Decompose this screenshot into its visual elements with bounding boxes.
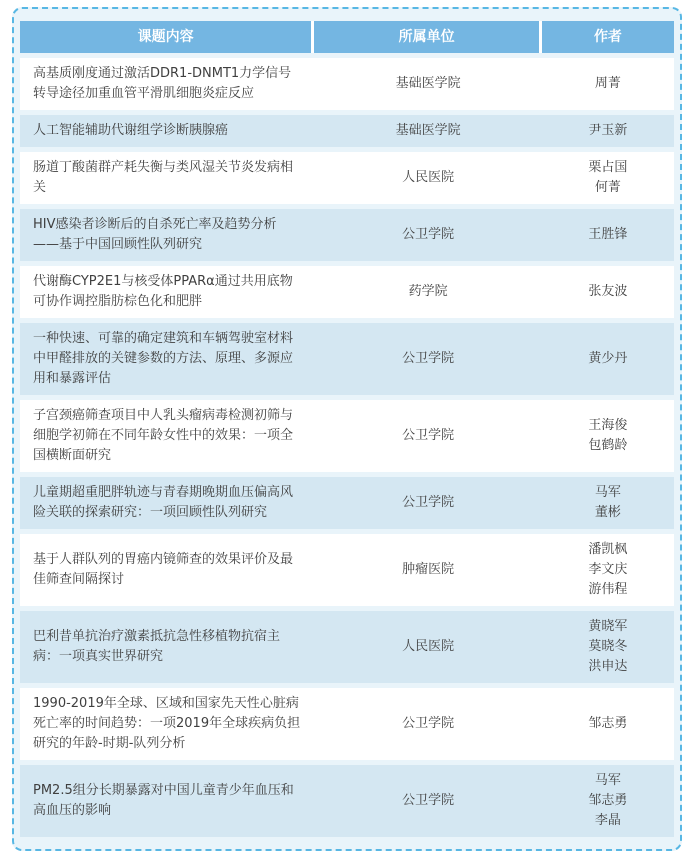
author-name: 董彬: [594, 505, 621, 520]
authors-cell: [542, 266, 674, 318]
unit-cell: 肿瘤医院: [314, 534, 542, 606]
column-header-unit: 所属单位: [314, 21, 542, 53]
unit-cell: 公卫学院: [314, 209, 542, 261]
unit-cell: 人民医院: [314, 152, 542, 204]
author-name: 李晶: [594, 813, 621, 828]
table-header: [20, 21, 674, 53]
unit-cell: 公卫学院: [314, 323, 542, 395]
author-name: 王海俊: [588, 418, 628, 433]
unit-cell: 基础医学院: [314, 58, 542, 110]
column-header-author: 作者: [542, 21, 674, 53]
author-name: 包鹤龄: [588, 438, 628, 453]
topic-cell: 高基质刚度通过激活DDR1-DNMT1力学信号转导途径加重血管平滑肌细胞炎症反应: [20, 58, 314, 110]
unit-cell: 公卫学院: [314, 688, 542, 760]
unit-cell: 公卫学院: [314, 477, 542, 529]
unit-cell: 公卫学院: [314, 765, 542, 837]
topic-cell: 儿童期超重肥胖轨迹与青春期晚期血压偏高风险关联的探索研究：一项回顾性队列研究: [20, 477, 314, 529]
topic-cell: 巴利昔单抗治疗激素抵抗急性移植物抗宿主病：一项真实世界研究: [20, 611, 314, 683]
table-row: [20, 611, 674, 683]
authors-cell: [542, 400, 674, 472]
unit-cell: 公卫学院: [314, 400, 542, 472]
table-row: [20, 688, 674, 760]
authors-cell: [542, 765, 674, 837]
unit-cell: 基础医学院: [314, 115, 542, 147]
author-name: 栗占国: [588, 160, 628, 175]
column-header-topic: 课题内容: [20, 21, 314, 53]
authors-cell: [542, 209, 674, 261]
authors-cell: [542, 152, 674, 204]
table-row: [20, 152, 674, 204]
table-row: [20, 209, 674, 261]
author-name: 黄少丹: [588, 351, 628, 366]
table-row: [20, 58, 674, 110]
authors-cell: [542, 323, 674, 395]
author-name: 李文庆: [588, 562, 628, 577]
author-name: 周菁: [594, 76, 621, 91]
table-row: [20, 115, 674, 147]
topic-cell: 代谢酶CYP2E1与核受体PPARα通过共用底物可协作调控脂肪棕色化和肥胖: [20, 266, 314, 318]
papers-table: [20, 16, 674, 842]
author-name: 邹志勇: [588, 716, 628, 731]
table-row: [20, 765, 674, 837]
unit-cell: 人民医院: [314, 611, 542, 683]
header-row: [20, 21, 674, 53]
author-name: 潘凯枫: [588, 542, 628, 557]
author-name: 黄晓军: [588, 619, 628, 634]
author-name: 莫晓冬: [588, 639, 628, 654]
authors-cell: [542, 534, 674, 606]
table-row: [20, 477, 674, 529]
topic-cell: 一种快速、可靠的确定建筑和车辆驾驶室材料中甲醛排放的关键参数的方法、原理、多源应用和暴露评估: [20, 323, 314, 395]
papers-panel: [12, 7, 682, 851]
author-name: 洪申达: [588, 659, 628, 674]
author-name: 邹志勇: [588, 793, 628, 808]
table-row: [20, 534, 674, 606]
table-body: [20, 58, 674, 837]
authors-cell: [542, 611, 674, 683]
authors-cell: [542, 477, 674, 529]
topic-cell: 人工智能辅助代谢组学诊断胰腺癌: [20, 115, 314, 147]
table-row: [20, 266, 674, 318]
author-name: 尹玉新: [588, 123, 628, 138]
author-name: 王胜锋: [588, 227, 628, 242]
topic-cell: 子宫颈癌筛查项目中人乳头瘤病毒检测初筛与细胞学初筛在不同年龄女性中的效果：一项全国横断面研究: [20, 400, 314, 472]
unit-cell: 药学院: [314, 266, 542, 318]
table-row: [20, 400, 674, 472]
topic-cell: 肠道丁酸菌群产耗失衡与类风湿关节炎发病相关: [20, 152, 314, 204]
authors-cell: [542, 688, 674, 760]
author-name: 游伟程: [588, 582, 628, 597]
author-name: 马军: [594, 485, 621, 500]
authors-cell: [542, 58, 674, 110]
author-name: 张友波: [588, 284, 628, 299]
topic-cell: HIV感染者诊断后的自杀死亡率及趋势分析——基于中国回顾性队列研究: [20, 209, 314, 261]
authors-cell: [542, 115, 674, 147]
topic-cell: 1990-2019年全球、区域和国家先天性心脏病死亡率的时间趋势：一项2019年全球疾病负担研究的年龄-时期-队列分析: [20, 688, 314, 760]
topic-cell: 基于人群队列的胃癌内镜筛查的效果评价及最佳筛查间隔探讨: [20, 534, 314, 606]
table-row: [20, 323, 674, 395]
author-name: 何菁: [594, 180, 621, 195]
topic-cell: PM2.5组分长期暴露对中国儿童青少年血压和高血压的影响: [20, 765, 314, 837]
author-name: 马军: [594, 773, 621, 788]
